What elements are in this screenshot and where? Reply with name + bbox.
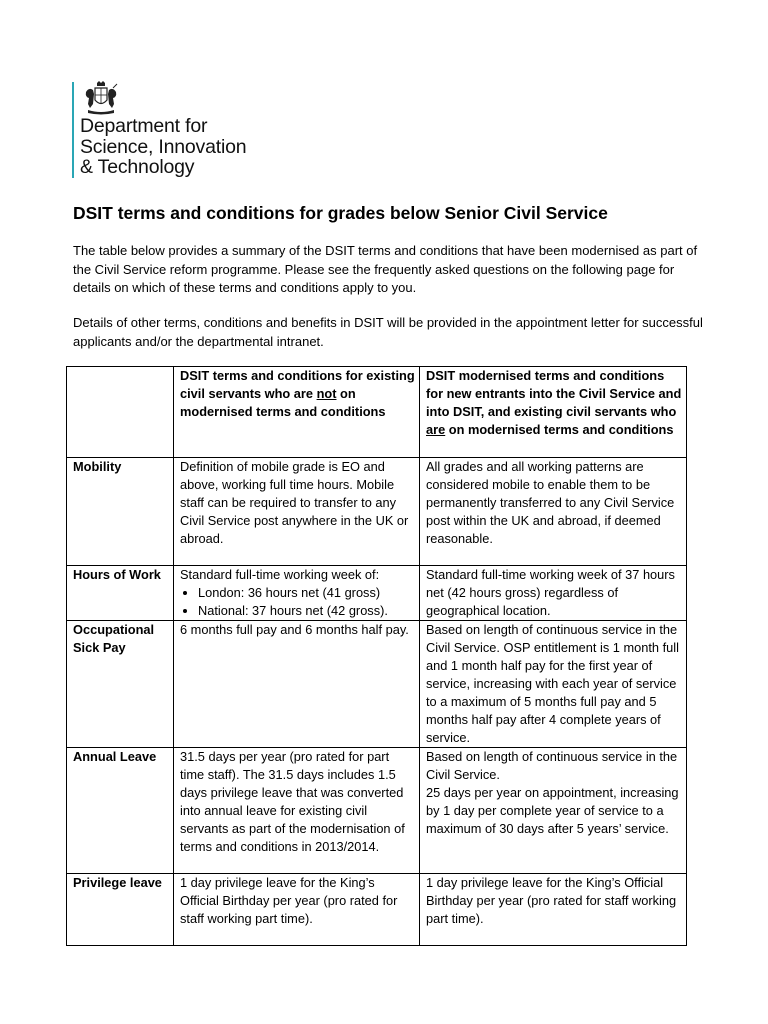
annual-leave-modernised bbox=[420, 748, 687, 874]
royal-coat-of-arms-icon bbox=[80, 80, 122, 116]
page-title: DSIT terms and conditions for grades below Senior Civil Service bbox=[73, 203, 608, 223]
table-row bbox=[67, 874, 687, 946]
header-empty-cell bbox=[67, 367, 174, 458]
header-modernised-terms bbox=[420, 367, 687, 458]
table-row bbox=[67, 621, 687, 748]
list-item: • National: 37 hours net (42 gross). bbox=[198, 602, 415, 620]
header-existing-text-a: DSIT terms and conditions for existing civil servants who are bbox=[180, 368, 415, 401]
list-item: • London: 36 hours net (41 gross) bbox=[198, 584, 415, 602]
sick-pay-existing: 6 months full pay and 6 months half pay. bbox=[174, 621, 420, 748]
sick-pay-modernised: Based on length of continuous service in the Civil Service. OSP entitlement is 1 month full and 1 month half pay for the first year of service, increasing with each year of service to a maximum of 5 months full pay and 5 months half pay after 4 complete years of service. bbox=[420, 621, 687, 748]
annual-leave-existing: 31.5 days per year (pro rated for part time staff). The 31.5 days includes 1.5 days privilege leave that was converted into annual leave for existing civil servants as part of the modernisation of terms and conditions in 2013/2014. bbox=[174, 748, 420, 874]
table-header-row bbox=[67, 367, 687, 458]
table-row bbox=[67, 458, 687, 566]
department-name bbox=[80, 116, 310, 178]
table-row bbox=[67, 566, 687, 621]
row-label-privilege-leave: Privilege leave bbox=[67, 874, 174, 946]
header-modernised-text-a: DSIT modernised terms and conditions for new entrants into the Civil Service and into DSIT, and existing civil servants who bbox=[426, 368, 682, 419]
hours-existing-intro: Standard full-time working week of: bbox=[180, 567, 380, 582]
privilege-leave-modernised: 1 day privilege leave for the King’s Official Birthday per year (pro rated for staff working part time). bbox=[420, 874, 687, 946]
mobility-modernised: All grades and all working patterns are considered mobile to enable them to be permanently transferred to any Civil Service post within the UK and abroad, if deemed reasonable. bbox=[420, 458, 687, 566]
header-existing-not: not bbox=[316, 386, 337, 401]
mobility-existing: Definition of mobile grade is EO and above, working full time hours. Mobile staff can be required to transfer to any Civil Service post anywhere in the UK or abroad. bbox=[174, 458, 420, 566]
header-modernised-are: are bbox=[426, 422, 446, 437]
annual-leave-modernised-line-1: Based on length of continuous service in the Civil Service. bbox=[426, 749, 678, 782]
row-label-hours-of-work: Hours of Work bbox=[67, 566, 174, 621]
annual-leave-modernised-line-2: 25 days per year on appointment, increasing by 1 day per complete year of service to a maximum of 30 days after 5 years’ service. bbox=[426, 785, 679, 836]
terms-table bbox=[66, 366, 687, 946]
row-label-mobility: Mobility bbox=[67, 458, 174, 566]
table-row bbox=[67, 748, 687, 874]
intro-paragraph: The table below provides a summary of the DSIT terms and conditions that have been modernised as part of the Civil Service reform programme. Please see the frequently asked questions on the following page for details on which of these terms and conditions apply to you. bbox=[73, 243, 698, 295]
header-existing-terms bbox=[174, 367, 420, 458]
header-existing-text-b: on modernised terms and conditions bbox=[180, 386, 386, 419]
hours-existing-list bbox=[180, 584, 415, 620]
privilege-leave-existing: 1 day privilege leave for the King’s Official Birthday per year (pro rated for staff working part time). bbox=[174, 874, 420, 946]
header-modernised-text-b: on modernised terms and conditions bbox=[445, 422, 674, 437]
details-paragraph: Details of other terms, conditions and benefits in DSIT will be provided in the appointment letter for successful applicants and/or the departmental intranet. bbox=[73, 315, 703, 349]
department-name-line-3: & Technology bbox=[80, 156, 195, 178]
hours-existing bbox=[174, 566, 420, 621]
department-name-line-2: Science, Innovation bbox=[80, 135, 247, 158]
hours-modernised: Standard full-time working week of 37 hours net (42 hours gross) regardless of geographical location. bbox=[420, 566, 687, 621]
department-name-line-1: Department for bbox=[80, 115, 208, 137]
logo-accent-bar bbox=[72, 82, 74, 178]
row-label-occupational-sick-pay: Occupational Sick Pay bbox=[67, 621, 174, 748]
row-label-annual-leave: Annual Leave bbox=[67, 748, 174, 874]
